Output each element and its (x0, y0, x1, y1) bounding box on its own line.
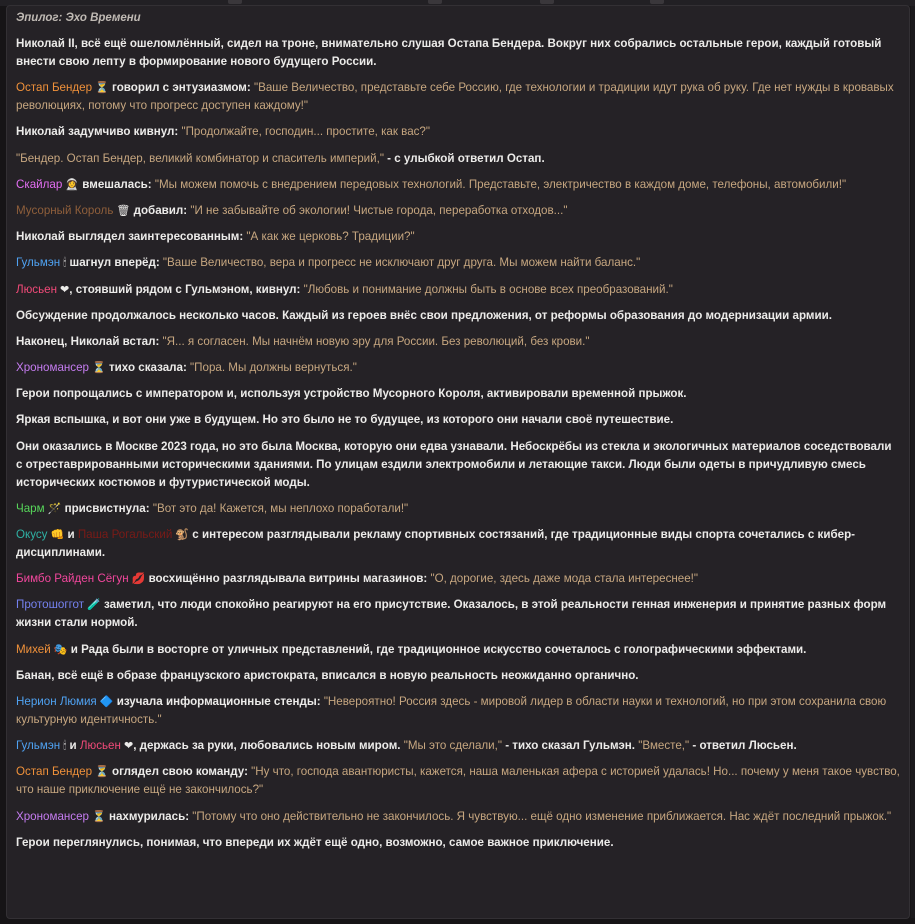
story-paragraph (16, 667, 901, 685)
narration-text: - с улыбкой ответил Остап. (383, 151, 545, 165)
character-name: Михей (16, 642, 51, 656)
dialogue-quote: "Мы можем помочь с внедрением передовых технологий. Представьте, электричество в каждом доме, телефоны, автомобили!" (154, 177, 847, 191)
story-paragraph (16, 254, 901, 272)
narration-text: оглядел свою команду: (108, 765, 252, 779)
story-paragraph (16, 808, 901, 826)
story-paragraph (16, 35, 901, 71)
narration-text: и Рада были в восторге от уличных представлений, где традиционное искусство сочеталось с голографическими эффектами. (67, 642, 807, 656)
story-paragraph (16, 411, 901, 429)
narration-text: заметил, что люди спокойно реагируют на его присутствие. Оказалось, в этой реальности генная инженерия и принятие разных форм жизни стали нормой. (16, 598, 887, 630)
character-name: Окусу (16, 528, 48, 541)
dialogue-quote: "Вот это да! Кажется, мы неплохо поработали!" (152, 501, 409, 515)
story-paragraph (16, 307, 901, 325)
narration-text: Николай задумчиво кивнул: (16, 125, 182, 139)
story-paragraph (16, 123, 901, 141)
character-name: Бимбо Райден Сёгун (16, 572, 129, 586)
character-name: Скайлар (16, 177, 63, 191)
character-name: Хрономансер (16, 361, 89, 375)
story-paragraph (16, 176, 901, 194)
scrollbar[interactable] (911, 6, 915, 918)
narration-text: нахмурилась: (105, 809, 193, 823)
narration-text: Банан, всё ещё в образе французского аристократа, вписался в новую реальность неожиданно органично. (16, 668, 639, 682)
character-name: Нерион Люмия (16, 694, 97, 708)
character-emoji-icon: ⏳ (92, 766, 109, 779)
narration-text: Николай II, всё ещё ошеломлённый, сидел на троне, внимательно слушая Остапа Бендера. Вокруг них собрались остальные герои, каждый готовый внести свою лепту в формирование нового будущего России. (16, 37, 882, 68)
narration-text: присвистнула: (61, 501, 153, 515)
dialogue-quote: "Бендер. Остап Бендер, великий комбинатор и спаситель империй," (16, 151, 384, 165)
narration-text: , стоявший рядом с Гульмэном, кивнул: (69, 282, 304, 296)
dialogue-quote: "Любовь и понимание должны быть в основе всех преобразований." (303, 282, 673, 296)
story-paragraph (16, 202, 901, 220)
character-emoji-icon: 🗑 (113, 204, 131, 217)
character-name: Люсьен (16, 282, 57, 296)
story-paragraph (16, 79, 901, 115)
dialogue-quote: "Мы это сделали," (403, 739, 502, 753)
character-name: Хрономансер (16, 809, 89, 823)
narration-text: и (64, 528, 78, 541)
dialogue-quote: "Продолжайте, господин... простите, как вас?" (181, 125, 430, 139)
character-emoji-icon: 🔷 (96, 695, 114, 708)
narration-text: восхищённо разглядывала витрины магазинов: (145, 572, 431, 586)
character-name: Гульмэн (16, 739, 61, 753)
story-paragraph (16, 570, 901, 588)
character-name: Гульмэн (16, 256, 61, 270)
dialogue-quote: "Пора. Мы должны вернуться." (190, 361, 357, 375)
narration-text: - тихо сказал Гульмэн. (501, 739, 639, 753)
character-name: Паша Рогальский (77, 528, 173, 541)
character-emoji-icon: 🐒 (172, 529, 190, 541)
character-name: Протошоггот (16, 598, 85, 612)
toolbar-tab-edge (428, 0, 442, 4)
narration-text: Герои попрощались с императором и, используя устройство Мусорного Короля, активировали временной прыжок. (16, 387, 687, 401)
story-title: Эпилог: Эхо Времени (16, 12, 141, 24)
narration-text: тихо сказала: (105, 361, 191, 375)
dialogue-quote: "Невероятно! Россия здесь - мировой лидер в области науки и технологий, но при этом сохранила свою культурную идентичность." (16, 694, 887, 726)
story-paragraph (16, 737, 901, 755)
dialogue-quote: "Ну что, господа авантюристы, кажется, наша маленькая афера с историей удалась! Но... почему у меня такое чувство, что наше приключение ещё не закончилось?" (16, 765, 900, 797)
character-emoji-icon: 🕯 (60, 740, 67, 753)
toolbar-tab-edge (650, 0, 664, 4)
character-emoji-icon: ❤ (57, 283, 70, 296)
narration-text: и (66, 739, 80, 753)
narration-text: Обсуждение продолжалось несколько часов. Каждый из героев внёс свои предложения, от реформы образования до модернизации армии. (16, 308, 832, 322)
dialogue-quote: "А как же церковь? Традиции?" (246, 230, 415, 244)
story-paragraph (16, 150, 901, 168)
dialogue-quote: "Ваше Величество, представьте себе Россию, где технологии и традиции идут рука об руку. Где нет нужды в кровавых революциях, потому что прогресс доступен каждому!" (16, 81, 894, 113)
chat-message-panel (6, 5, 910, 919)
character-emoji-icon: 🕯 (60, 257, 67, 270)
story-paragraph (16, 641, 901, 659)
dialogue-quote: "О, дорогие, здесь даже мода стала интереснее!" (430, 572, 699, 586)
narration-text: Николай выглядел заинтересованным: (16, 230, 247, 244)
story-paragraph (16, 438, 901, 492)
narration-text: изучала информационные стенды: (113, 694, 324, 708)
character-emoji-icon: ⏳ (92, 82, 109, 95)
dialogue-quote: "Я... я согласен. Мы начнём новую эру для России. Без революций, без крови." (162, 334, 590, 348)
character-name: Мусорный Король (16, 203, 114, 217)
dialogue-quote: "Вместе," (638, 739, 690, 753)
story-paragraph (16, 596, 901, 632)
dialogue-quote: "Потому что оно действительно не закончилось. Я чувствую... ещё одно изменение приближается. Нас ждёт последний прыжок." (192, 809, 892, 823)
story-paragraph (16, 359, 901, 377)
character-emoji-icon: 🧪 (84, 599, 101, 612)
story-paragraph (16, 834, 901, 852)
story-body (16, 35, 901, 852)
dialogue-quote: "Ваше Величество, вера и прогресс не исключают друг друга. Мы можем найти баланс." (162, 256, 641, 270)
narration-text: Яркая вспышка, и вот они уже в будущем. Но это было не то будущее, из которого они начали своё путешествие. (16, 413, 674, 427)
narration-text: говорил с энтузиазмом: (108, 81, 254, 95)
character-emoji-icon: 🪄 (44, 502, 62, 515)
narration-text: шагнул вперёд: (66, 256, 163, 270)
narration-text: Они оказались в Москве 2023 года, но это была Москва, которую они едва узнавали. Небоскрёбы из стекла и экологичных материалов соседствовали с отреставрированными историческими зданиями. По улицам ездили электромобили и летающие такси. Люди были одеты в причудливую смесь исторических костюмов и футуристической моды. (16, 439, 892, 489)
character-name: Остап Бендер (16, 765, 93, 779)
narration-text: с интересом разглядывали рекламу спортивных состязаний, где традиционные виды спорта сочетались с кибер-дисциплинами. (16, 528, 856, 559)
story-paragraph (16, 693, 901, 729)
character-emoji-icon: ⏳ (89, 362, 106, 375)
dialogue-quote: "И не забывайте об экологии! Чистые города, переработка отходов..." (190, 203, 568, 217)
character-name: Остап Бендер (16, 81, 93, 95)
narration-text: Наконец, Николай встал: (16, 334, 163, 348)
story-paragraph (16, 526, 901, 562)
story-paragraph (16, 228, 901, 246)
character-emoji-icon: ❤ (120, 740, 134, 753)
story-paragraph (16, 385, 901, 403)
character-emoji-icon: ⏳ (89, 810, 106, 823)
character-name: Люсьен (79, 739, 121, 753)
character-emoji-icon: 🎭 (50, 643, 68, 656)
story-paragraph (16, 333, 901, 351)
character-name: Чарм (16, 501, 45, 515)
toolbar-tab-edge (228, 0, 242, 4)
narration-text: - ответил Люсьен. (689, 739, 797, 753)
narration-text: , держась за руки, любовались новым миром. (133, 739, 404, 753)
story-paragraph (16, 763, 901, 799)
narration-text: Герои переглянулись, понимая, что впереди их ждёт ещё одно, возможно, самое важное приключение. (16, 835, 614, 849)
character-emoji-icon: 👊 (47, 529, 65, 541)
toolbar-tab-edge (540, 0, 554, 4)
story-paragraph (16, 500, 901, 518)
character-emoji-icon: 👩‍🚀 (62, 178, 80, 191)
narration-text: добавил: (130, 203, 191, 217)
story-paragraph (16, 281, 901, 299)
narration-text: вмешалась: (79, 177, 155, 191)
character-emoji-icon: 💋 (128, 573, 146, 586)
